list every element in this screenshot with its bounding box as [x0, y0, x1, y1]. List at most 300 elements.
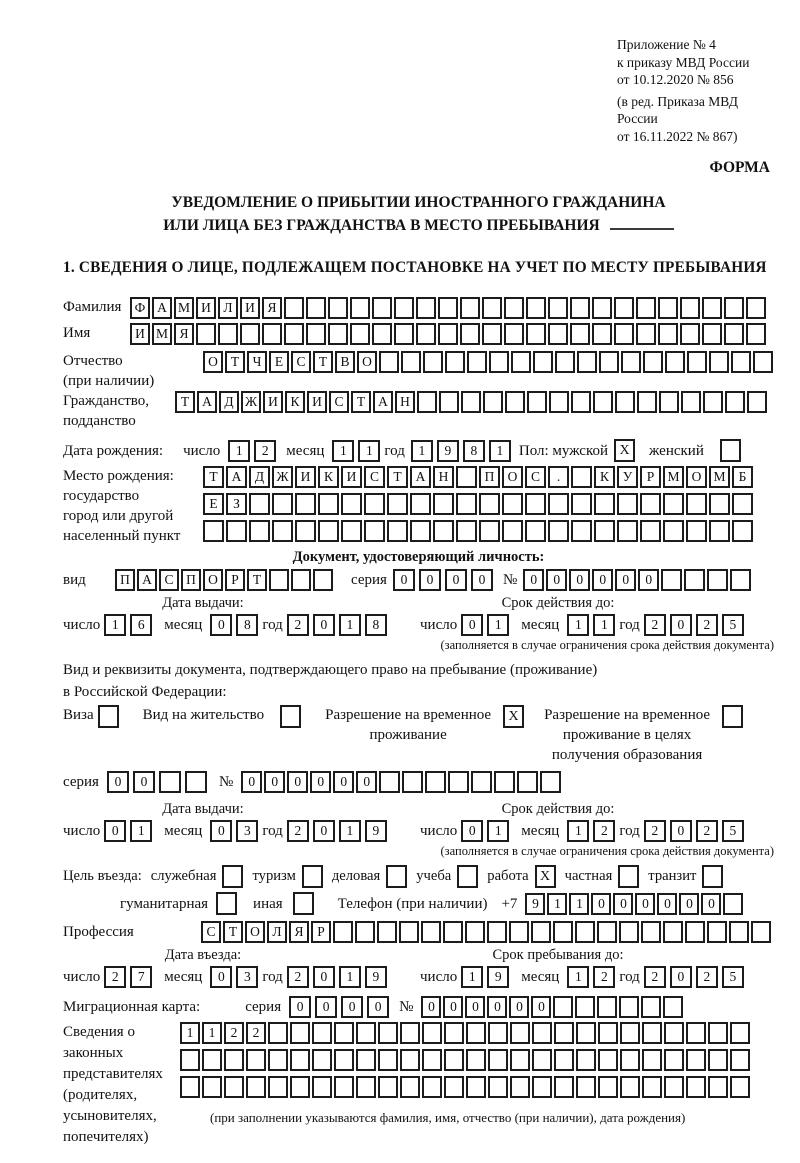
char-cell: Б — [732, 466, 753, 488]
stay-until-col — [408, 947, 774, 988]
char-cell: 0 — [421, 996, 441, 1018]
char-cell — [594, 493, 615, 515]
char-cell — [702, 323, 722, 345]
entry-year-cells — [287, 966, 391, 988]
char-cell — [328, 323, 348, 345]
citizenship-cells — [175, 391, 769, 413]
char-cell — [402, 771, 423, 793]
char-cell — [448, 771, 469, 793]
char-cell — [488, 1076, 508, 1098]
char-cell — [461, 391, 481, 413]
char-cell — [502, 493, 523, 515]
char-cell — [224, 1076, 244, 1098]
char-cell — [272, 493, 293, 515]
char-cell — [617, 493, 638, 515]
char-cell: Е — [269, 351, 289, 373]
representatives-label — [63, 1022, 180, 1148]
birth-place-row1-cells — [203, 466, 755, 488]
char-cell — [554, 1022, 574, 1044]
char-cell — [641, 996, 661, 1018]
char-cell — [466, 1049, 486, 1071]
char-cell — [617, 520, 638, 542]
char-cell — [433, 493, 454, 515]
char-cell: К — [594, 466, 615, 488]
char-cell — [664, 1049, 684, 1071]
char-cell — [664, 1022, 684, 1044]
edu-permit-label-line1: Разрешение на временное — [544, 707, 711, 723]
migration-card-label: Миграционная карта: — [63, 999, 201, 1015]
char-cell — [159, 771, 181, 793]
char-cell — [729, 921, 749, 943]
char-cell: Ч — [247, 351, 267, 373]
tourism-label: туризм — [252, 868, 296, 884]
char-cell — [364, 520, 385, 542]
permit-issue-day-cells — [104, 820, 156, 842]
migration-number-cells — [421, 996, 685, 1018]
char-cell — [703, 391, 723, 413]
char-cell: 2 — [287, 966, 309, 988]
char-cell — [730, 569, 751, 591]
checkbox-official — [222, 865, 243, 888]
char-cell: 1 — [567, 820, 589, 842]
char-cell — [505, 391, 525, 413]
year-label: год — [262, 969, 283, 985]
char-cell — [313, 569, 333, 591]
checkbox-humanitarian — [216, 892, 237, 915]
char-cell — [240, 323, 260, 345]
char-cell — [421, 921, 441, 943]
char-cell — [295, 493, 316, 515]
char-cell — [401, 351, 421, 373]
char-cell — [333, 921, 353, 943]
char-cell — [334, 1049, 354, 1071]
validity-note: (заполняется в случае ограничения срока действия документа) — [440, 638, 774, 652]
char-cell: 2 — [696, 614, 718, 636]
char-cell: 0 — [509, 996, 529, 1018]
phone-prefix: +7 — [501, 895, 518, 912]
char-cell: 0 — [461, 820, 483, 842]
char-cell — [378, 1049, 398, 1071]
identity-doc-heading: Документ, удостоверяющий личность: — [292, 549, 545, 565]
citizenship-label-line1: Гражданство, — [63, 393, 150, 409]
char-cell: 1 — [130, 820, 152, 842]
edu-permit-label-line2: проживание в целях — [562, 727, 692, 743]
representatives-row3-cells — [180, 1076, 752, 1098]
char-cell — [576, 1022, 596, 1044]
birth-month-cells — [332, 440, 384, 462]
char-cell: 0 — [679, 893, 699, 915]
char-cell: 2 — [287, 614, 309, 636]
char-cell — [658, 297, 678, 319]
char-cell: 0 — [443, 996, 463, 1018]
char-cell: 3 — [236, 966, 258, 988]
char-cell: 1 — [104, 614, 126, 636]
char-cell — [570, 297, 590, 319]
char-cell — [372, 297, 392, 319]
char-cell — [637, 391, 657, 413]
firstname-cells — [130, 323, 768, 345]
char-cell — [443, 921, 463, 943]
char-cell — [730, 1022, 750, 1044]
char-cell — [268, 1022, 288, 1044]
char-cell — [334, 1076, 354, 1098]
representatives-row1-cells — [180, 1022, 752, 1044]
char-cell — [272, 520, 293, 542]
char-cell: 1 — [489, 440, 511, 462]
issue-day-cells — [104, 614, 156, 636]
char-cell: И — [196, 297, 216, 319]
char-cell: . — [548, 466, 569, 488]
valid-until-heading: Срок действия до: — [501, 595, 615, 611]
char-cell — [732, 493, 753, 515]
char-cell: 0 — [592, 569, 613, 591]
char-cell: Я — [174, 323, 194, 345]
checkbox-study — [457, 865, 478, 888]
char-cell — [306, 297, 326, 319]
char-cell — [661, 569, 682, 591]
char-cell — [465, 921, 485, 943]
residence-doc-dates — [63, 801, 774, 842]
birth-place-row3-cells — [203, 520, 755, 542]
char-cell — [379, 351, 399, 373]
char-cell — [527, 391, 547, 413]
char-cell: 0 — [210, 820, 232, 842]
entry-day-cells — [104, 966, 156, 988]
stay-year-cells — [644, 966, 748, 988]
field-row-permit-series — [63, 771, 774, 793]
char-cell — [422, 1022, 442, 1044]
char-cell — [400, 1049, 420, 1071]
char-cell: 9 — [437, 440, 459, 462]
char-cell — [615, 391, 635, 413]
permit-valid-month-cells — [567, 820, 619, 842]
entry-month-cells — [210, 966, 262, 988]
char-cell — [249, 520, 270, 542]
char-cell: 0 — [210, 614, 232, 636]
temp-permit-label-line2: проживание — [369, 727, 447, 743]
char-cell — [620, 1076, 640, 1098]
valid-day-cells — [461, 614, 513, 636]
char-cell: 1 — [567, 966, 589, 988]
checkbox-male: X — [614, 439, 635, 462]
char-cell: 8 — [365, 614, 387, 636]
year-label: год — [619, 823, 640, 839]
char-cell: 0 — [461, 614, 483, 636]
char-cell — [269, 569, 289, 591]
permit-issue-year-cells — [287, 820, 391, 842]
char-cell: Н — [433, 466, 454, 488]
char-cell: И — [341, 466, 362, 488]
char-cell: И — [130, 323, 150, 345]
char-cell — [387, 493, 408, 515]
char-cell — [709, 351, 729, 373]
reference-line: к приказу МВД России — [617, 54, 750, 70]
char-cell — [686, 1049, 706, 1071]
char-cell — [488, 1022, 508, 1044]
char-cell — [730, 1049, 750, 1071]
permit-valid-col — [408, 801, 774, 842]
char-cell — [548, 493, 569, 515]
char-cell: 0 — [333, 771, 354, 793]
char-cell: 2 — [593, 820, 615, 842]
char-cell: А — [152, 297, 172, 319]
char-cell: 0 — [657, 893, 677, 915]
char-cell: 0 — [264, 771, 285, 793]
year-label: год — [262, 823, 283, 839]
char-cell: 7 — [130, 966, 152, 988]
phone-label: Телефон (при наличии) — [337, 895, 488, 912]
char-cell: А — [226, 466, 247, 488]
phone-row — [63, 892, 774, 915]
other-label: иная — [253, 895, 283, 912]
char-cell: 1 — [180, 1022, 200, 1044]
char-cell — [686, 520, 707, 542]
residence-permit-options — [63, 705, 774, 765]
birth-place-row2-cells — [203, 493, 755, 515]
char-cell — [489, 351, 509, 373]
char-cell — [290, 1049, 310, 1071]
char-cell — [423, 351, 443, 373]
issue-date-fields — [63, 614, 408, 636]
char-cell: М — [709, 466, 730, 488]
char-cell — [614, 297, 634, 319]
identity-valid-col — [408, 595, 774, 636]
official-label: служебная — [150, 868, 217, 884]
char-cell — [532, 1076, 552, 1098]
identity-issue-col — [63, 595, 408, 636]
char-cell — [444, 1076, 464, 1098]
char-cell — [619, 921, 639, 943]
char-cell — [707, 921, 727, 943]
char-cell: П — [115, 569, 135, 591]
amendment-reference — [617, 93, 774, 146]
birth-day-cells — [228, 440, 280, 462]
char-cell — [753, 351, 773, 373]
char-cell — [709, 493, 730, 515]
checkbox-private — [618, 865, 639, 888]
char-cell — [224, 1049, 244, 1071]
char-cell: С — [201, 921, 221, 943]
citizenship-label-line2: подданство — [63, 413, 136, 429]
char-cell: 2 — [104, 966, 126, 988]
char-cell — [356, 1049, 376, 1071]
permit-number-cells — [241, 771, 563, 793]
char-cell — [460, 297, 480, 319]
char-cell — [444, 1049, 464, 1071]
char-cell — [377, 921, 397, 943]
char-cell — [356, 1022, 376, 1044]
field-row-birth-date — [63, 439, 774, 462]
char-cell: 0 — [133, 771, 155, 793]
valid-year-cells — [644, 614, 748, 636]
char-cell — [598, 1049, 618, 1071]
char-cell — [185, 771, 207, 793]
birth-place-label-line1: Место рождения: — [63, 468, 174, 484]
char-cell: 0 — [313, 614, 335, 636]
char-cell: Т — [223, 921, 243, 943]
representatives-label-line: представителях — [63, 1066, 163, 1082]
char-cell — [531, 921, 551, 943]
char-cell — [479, 493, 500, 515]
checkbox-other — [293, 892, 314, 915]
birth-place-label-line3: город или другой — [63, 508, 174, 524]
char-cell: В — [335, 351, 355, 373]
char-cell: З — [226, 493, 247, 515]
char-cell: 2 — [593, 966, 615, 988]
stay-day-cells — [461, 966, 513, 988]
char-cell — [438, 323, 458, 345]
char-cell — [636, 297, 656, 319]
char-cell — [246, 1076, 266, 1098]
char-cell — [599, 351, 619, 373]
field-row-profession — [63, 921, 774, 943]
char-cell — [598, 1076, 618, 1098]
birth-place-grid — [203, 466, 755, 542]
char-cell — [532, 1022, 552, 1044]
char-cell — [555, 351, 575, 373]
char-cell: 2 — [644, 820, 666, 842]
char-cell — [548, 323, 568, 345]
char-cell — [526, 297, 546, 319]
surname-cells — [130, 297, 768, 319]
validity-note: (заполняется в случае ограничения срока действия документа) — [440, 844, 774, 858]
char-cell — [532, 1049, 552, 1071]
char-cell: Я — [289, 921, 309, 943]
doc-number-label: № — [502, 572, 518, 588]
work-label: работа — [487, 868, 529, 884]
char-cell — [196, 323, 216, 345]
birth-year-cells — [411, 440, 515, 462]
char-cell: 0 — [341, 996, 363, 1018]
citizenship-label — [63, 391, 175, 431]
char-cell — [642, 1022, 662, 1044]
char-cell — [328, 297, 348, 319]
char-cell: 5 — [722, 614, 744, 636]
char-cell — [511, 351, 531, 373]
char-cell: 5 — [722, 820, 744, 842]
char-cell: О — [245, 921, 265, 943]
business-label: деловая — [331, 868, 381, 884]
char-cell — [687, 351, 707, 373]
char-cell: О — [357, 351, 377, 373]
char-cell: Д — [219, 391, 239, 413]
year-label: год — [384, 442, 405, 459]
char-cell — [576, 1049, 596, 1071]
char-cell — [746, 323, 766, 345]
char-cell — [751, 921, 771, 943]
permit-issue-month-cells — [210, 820, 262, 842]
month-label: месяц — [521, 823, 560, 839]
char-cell — [226, 520, 247, 542]
char-cell — [708, 1022, 728, 1044]
section1-heading: 1. СВЕДЕНИЯ О ЛИЦЕ, ПОДЛЕЖАЩЕМ ПОСТАНОВКЕ НА УЧЕТ ПО МЕСТУ ПРЕБЫВАНИЯ — [63, 259, 767, 276]
char-cell — [510, 1049, 530, 1071]
char-cell — [180, 1076, 200, 1098]
char-cell: Т — [247, 569, 267, 591]
char-cell — [571, 493, 592, 515]
issue-month-cells — [210, 614, 262, 636]
char-cell: 9 — [365, 966, 387, 988]
char-cell — [681, 391, 701, 413]
char-cell: 0 — [393, 569, 415, 591]
char-cell: 1 — [567, 614, 589, 636]
char-cell: С — [329, 391, 349, 413]
char-cell — [410, 493, 431, 515]
char-cell — [268, 1076, 288, 1098]
visit-purpose-label: Цель въезда: — [63, 868, 142, 884]
char-cell: 3 — [236, 820, 258, 842]
char-cell: 2 — [254, 440, 276, 462]
char-cell — [621, 351, 641, 373]
char-cell — [510, 1076, 530, 1098]
char-cell — [746, 297, 766, 319]
char-cell — [399, 921, 419, 943]
char-cell — [438, 297, 458, 319]
char-cell: 2 — [644, 966, 666, 988]
char-cell — [378, 1022, 398, 1044]
residence-doc-intro-line2: в Российской Федерации: — [63, 684, 227, 700]
char-cell: 1 — [461, 966, 483, 988]
char-cell: 9 — [525, 893, 545, 915]
char-cell — [433, 520, 454, 542]
char-cell — [684, 569, 705, 591]
char-cell — [410, 520, 431, 542]
birth-place-label-line4: населенный пункт — [63, 528, 181, 544]
entry-dates — [63, 947, 774, 988]
char-cell: Р — [640, 466, 661, 488]
identity-doc-dates — [63, 595, 774, 636]
char-cell — [202, 1076, 222, 1098]
edu-permit-option — [544, 705, 743, 765]
char-cell — [707, 569, 728, 591]
char-cell — [466, 1076, 486, 1098]
char-cell: А — [373, 391, 393, 413]
char-cell: 1 — [228, 440, 250, 462]
char-cell — [594, 520, 615, 542]
char-cell — [658, 323, 678, 345]
char-cell: 2 — [287, 820, 309, 842]
representatives-row2-cells — [180, 1049, 752, 1071]
char-cell — [510, 1022, 530, 1044]
issue-date-heading: Дата выдачи: — [162, 801, 244, 817]
char-cell — [444, 1022, 464, 1044]
field-row-surname — [63, 297, 774, 319]
representatives-grid — [180, 1022, 752, 1126]
char-cell: А — [137, 569, 157, 591]
char-cell: 9 — [365, 820, 387, 842]
char-cell: 0 — [356, 771, 377, 793]
char-cell: У — [617, 466, 638, 488]
char-cell: И — [263, 391, 283, 413]
char-cell: 2 — [696, 820, 718, 842]
representatives-label-line: Сведения о — [63, 1024, 135, 1040]
char-cell — [732, 520, 753, 542]
char-cell: 1 — [411, 440, 433, 462]
char-cell: 1 — [547, 893, 567, 915]
char-cell — [597, 921, 617, 943]
profession-label: Профессия — [63, 924, 134, 940]
char-cell: И — [307, 391, 327, 413]
char-cell: Е — [203, 493, 224, 515]
char-cell — [593, 391, 613, 413]
representatives-note: (при заполнении указываются фамилия, имя, отчество (при наличии), дата рождения) — [210, 1110, 686, 1125]
char-cell: Ж — [241, 391, 261, 413]
year-label: год — [262, 617, 283, 633]
char-cell: М — [663, 466, 684, 488]
char-cell: 1 — [339, 614, 361, 636]
representatives-label-line: законных — [63, 1045, 124, 1061]
char-cell — [456, 466, 477, 488]
